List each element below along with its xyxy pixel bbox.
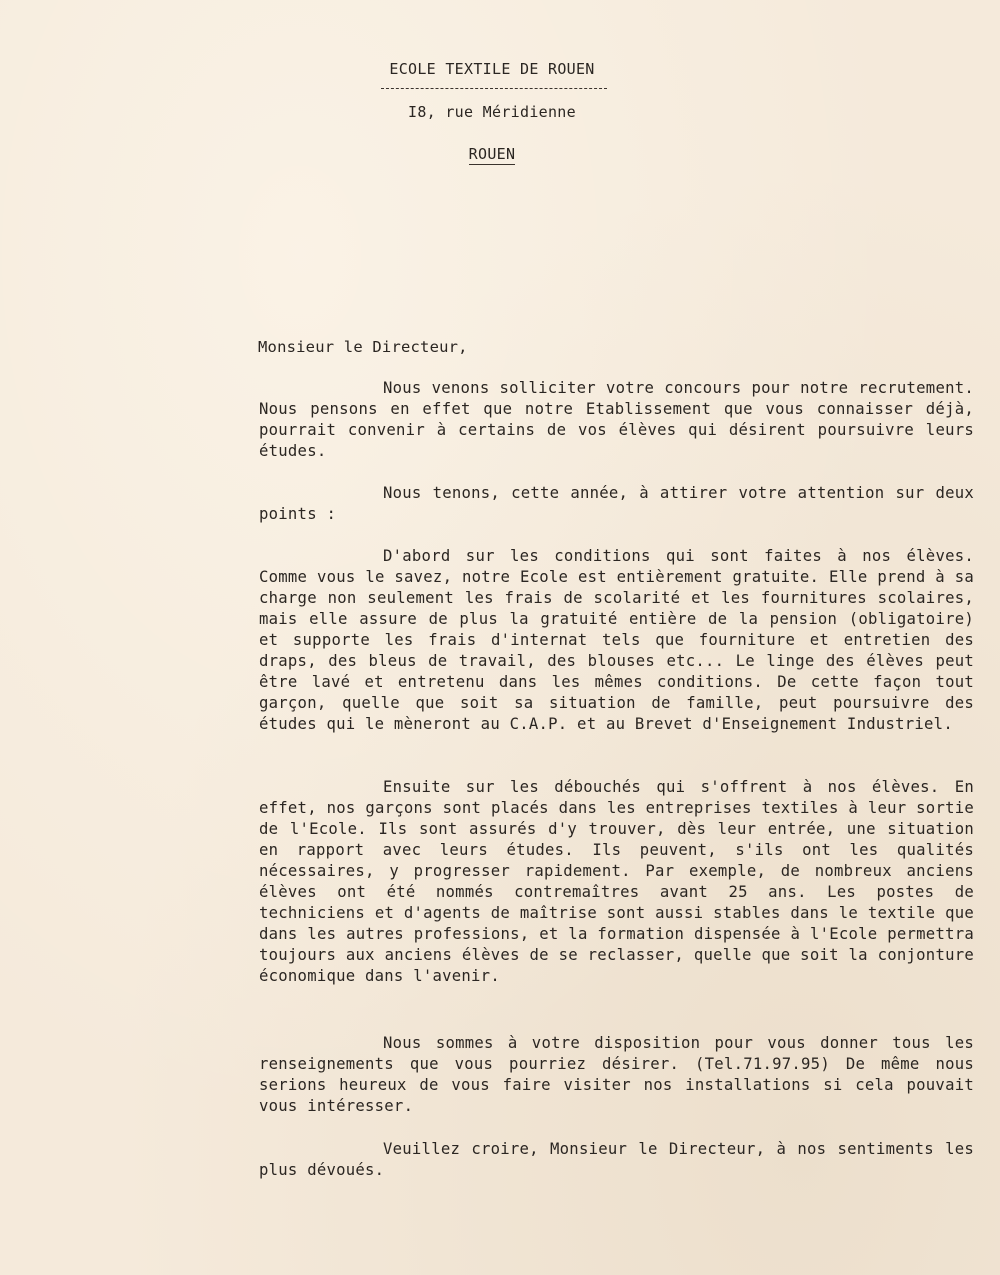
school-city: [0, 145, 992, 163]
paragraph-conditions: D'abord sur les conditions qui sont faites à nos élèves. Comme vous le savez, notre Ecole est entièrement gratuite. Elle prend à sa charge non seulement les frais de scolarité et les fournitures scolaires, mais elle assure de plus la gratuité entière de la pension (obligatoire) et supporte les frais d'internat tels que fourniture et entretien des draps, des bleus de travail, des blouses etc... Le linge des élèves peut être lavé et entretenu dans les mêmes conditions. De cette façon tout garçon, quelle que soit sa situation de famille, peut poursuivre des études qui le mèneront au C.A.P. et au Brevet d'Enseignement Industriel.: [259, 547, 974, 733]
school-city-text: ROUEN: [468, 145, 516, 163]
paragraph-closing: Veuillez croire, Monsieur le Directeur, à nos sentiments les plus dévoués.: [259, 1140, 974, 1179]
paragraph-outlets: Ensuite sur les débouchés qui s'offrent à nos élèves. En effet, nos garçons sont placés dans les entreprises textiles à leur sortie de l'Ecole. Ils sont assurés d'y trouver, dès leur entrée, une situation en rapport avec leurs études. Ils peuvent, s'ils ont les qualités nécessaires, y progresser rapidement. Par exemple, de nombreux anciens élèves ont été nommés contremaîtres avant 25 ans. Les postes de techniciens et d'agents de maîtrise sont aussi stables dans le textile que dans les autres professions, et la formation dispensée à l'Ecole permettra toujours aux anciens élèves de se reclasser, quelle que soit la conjonture économique dans l'avenir.: [259, 778, 974, 985]
school-name: ECOLE TEXTILE DE ROUEN: [389, 60, 595, 78]
header-divider: [381, 88, 607, 89]
paragraph-two-points: Nous tenons, cette année, à attirer votre attention sur deux points :: [259, 484, 974, 523]
school-address: I8, rue Méridienne: [408, 103, 576, 121]
paragraph-availability: Nous sommes à votre disposition pour vous donner tous les renseignements que vous pourriez désirer. (Tel.71.97.95) De même nous serions heureux de vous faire visiter nos installations si cela pouvait vous intéresser.: [259, 1034, 974, 1115]
paragraph-recruitment: Nous venons solliciter votre concours pour notre recrutement. Nous pensons en effet que notre Etablissement que vous connaisser déjà, pourrait convenir à certains de vos élèves qui désirent poursuivre leurs études.: [259, 379, 974, 460]
salutation: Monsieur le Directeur,: [258, 338, 468, 356]
